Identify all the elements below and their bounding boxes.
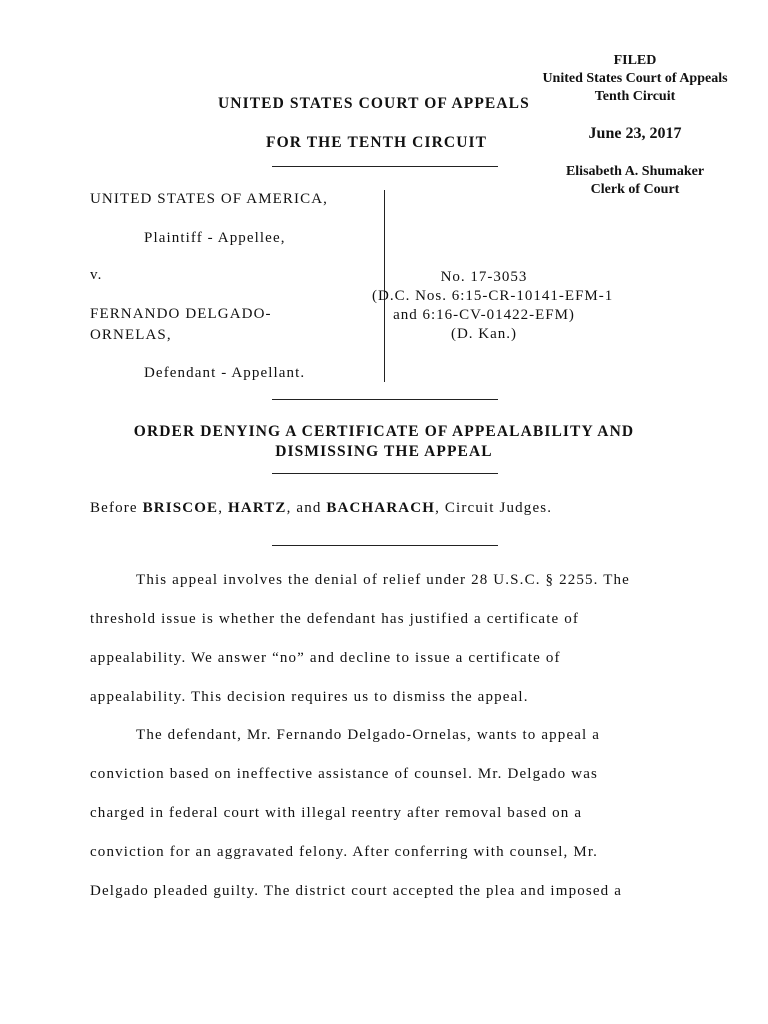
stamp-court: United States Court of Appeals [542,71,728,86]
panel-sep2: , and [286,500,327,516]
stamp-filed: FILED [613,53,657,68]
order-title [80,422,688,462]
body-line: appealability. We answer “no” and decline to issue a certificate of [90,650,561,666]
body-line: conviction based on ineffective assistance of counsel. Mr. Delgado was [90,766,599,782]
defendant-name-line1: FERNANDO DELGADO- [90,306,272,322]
order-title-line2: DISMISSING THE APPEAL [275,443,493,460]
panel-rule [272,545,498,546]
body-line: charged in federal court with illegal reentry after removal based on a [90,805,583,821]
judge-hartz: HARTZ [228,500,287,516]
title-rule [272,473,498,474]
stamp-clerk [520,163,750,199]
order-title-line1: ORDER DENYING A CERTIFICATE OF APPEALABILITY AND [133,423,635,440]
stamp-circuit: Tenth Circuit [594,89,676,104]
panel-suffix: , Circuit Judges. [435,500,553,516]
dc-numbers-line1: (D.C. Nos. 6:15-CR-10141-EFM-1 [372,288,614,304]
plaintiff-name: UNITED STATES OF AMERICA, [90,191,328,207]
body-line: This appeal involves the denial of relief under 28 U.S.C. § 2255. The [136,572,630,588]
defendant-name-line2: ORNELAS, [90,327,172,343]
circuit-name: FOR THE TENTH CIRCUIT [266,134,488,151]
stamp-clerk-title: Clerk of Court [590,182,680,197]
dc-numbers-line2: and 6:16-CV-01422-EFM) [393,307,575,323]
judge-briscoe: BRISCOE [142,500,219,516]
court-name: UNITED STATES COURT OF APPEALS [218,95,530,112]
district: (D. Kan.) [450,326,518,342]
case-number: No. 17-3053 [440,269,528,285]
body-line: threshold issue is whether the defendant has justified a certificate of [90,611,580,627]
stamp-clerk-name: Elisabeth A. Shumaker [565,164,705,179]
body-line: appealability. This decision requires us to dismiss the appeal. [90,689,529,705]
panel-line [90,500,552,517]
filing-stamp [520,52,750,106]
caption-rule [272,399,498,400]
panel-sep1: , [218,500,229,516]
body-line: The defendant, Mr. Fernando Delgado-Ornelas, wants to appeal a [136,727,601,743]
judge-bacharach: BACHARACH [326,500,436,516]
header-rule [272,166,498,167]
plaintiff-role: Plaintiff - Appellee, [144,230,286,246]
body-line: conviction for an aggravated felony. After conferring with counsel, Mr. [90,844,599,860]
case-info [372,268,614,344]
panel-before: Before [90,500,143,516]
caption-divider [384,190,385,382]
stamp-date: June 23, 2017 [588,125,682,142]
body-line: Delgado pleaded guilty. The district court accepted the plea and imposed a [90,883,623,899]
versus: v. [90,267,103,283]
defendant-role: Defendant - Appellant. [144,365,306,381]
